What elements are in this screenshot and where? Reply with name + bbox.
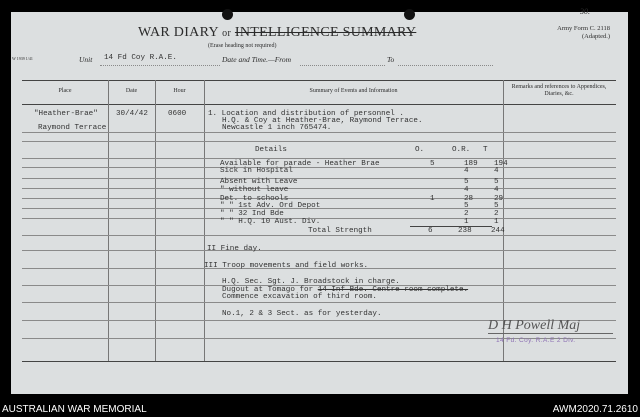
col-divider [155,80,156,361]
detail-label: " " H.Q. 10 Aust. Div. [220,218,321,226]
to-label: To [387,55,395,64]
signature-line [488,333,613,334]
officers-header: O. [415,146,425,154]
to-underline [398,65,493,66]
form-number-sub: (Adapted.) [582,33,610,40]
table-bottom-border [22,361,616,362]
footer-accession: AWM2020.71.2610 [552,404,638,415]
datetime-label: Date and Time.—From [222,55,292,64]
detail-officers: 1 [430,195,435,203]
form-number [540,25,610,41]
ruled-line [22,302,616,303]
table-header-border [22,104,616,105]
total-header: T [483,146,488,154]
detail-other-ranks: 5 [464,178,469,186]
table-top-border [22,80,616,81]
ruled-line [22,178,616,179]
title-or: or [222,28,232,39]
detail-total: 5 [494,178,499,186]
ruled-line [22,141,616,142]
summary-line: III Troop movements and field works. [204,262,369,270]
summary-line: Newcastle 1 inch 765474. [222,124,332,132]
total-label: Total Strength [308,227,372,235]
unit-value: 14 Fd Coy R.A.E. [104,54,177,62]
col-header-summary: Summary of Events and Information [309,88,398,94]
detail-officers: 5 [430,160,435,168]
unit-stamp: 14 Fd. Coy. R.A.E 2 Div. [496,337,576,344]
detail-total: 5 [494,202,499,210]
diary-title [138,25,416,41]
total-officers: 6 [428,227,433,235]
summary-line: 1. Location and distribution of personnel . [208,110,404,118]
detail-total: 2 [494,210,499,218]
detail-label: Available for parade - Heather Brae [220,160,380,168]
detail-label: Absent with Leave [220,178,298,186]
detail-total: 4 [494,167,499,175]
title-subtitle: (Erase heading not required) [208,43,277,49]
form-number-text: Army Form C. 2118 [557,25,610,32]
unit-underline [100,65,220,66]
total-rule [410,226,492,227]
detail-other-ranks: 189 [464,160,478,168]
detail-other-ranks: 2 [464,210,469,218]
entry-hour: 0600 [168,110,187,118]
detail-total: 4 [494,186,499,194]
ruled-line [22,188,616,189]
from-underline [300,65,385,66]
detail-other-ranks: 4 [464,167,469,175]
ruled-line [22,158,616,159]
detail-other-ranks: 1 [464,218,469,226]
detail-label: " " 1st Adv. Ord Depot [220,202,321,210]
place-name-2: Raymond Terrace [38,124,107,132]
summary-line: H.Q. Sec. Sgt. J. Broadstock in charge. [222,278,400,286]
ruled-line [22,250,616,251]
details-header: Details [255,146,287,154]
print-code: W 1939 1/41 [12,56,33,61]
detail-label: Sick in Hospital [220,167,293,175]
summary-line: Commence excavation of third room. [222,293,377,301]
col-header-hour: Hour [173,88,186,94]
ruled-line [22,235,616,236]
total-other-ranks: 238 [458,227,472,235]
title-main: WAR DIARY [138,25,219,40]
col-divider [204,80,205,361]
summary-line: No.1, 2 & 3 Sect. as for yesterday. [222,310,382,318]
col-header-date: Date [125,88,138,94]
detail-total: 194 [494,160,508,168]
entry-date: 30/4/42 [116,110,148,118]
place-name: "Heather-Brae" [34,110,98,118]
struck-text: 14 Inf Bde. Centre room complete. [317,286,469,294]
summary-line: H.Q. & Coy at Heather-Brae, Raymond Terrace. [222,117,423,125]
detail-label: Det. to schools [220,195,289,203]
ruled-line [22,132,616,133]
col-header-remarks: Remarks and references to Appendices, Diaries, &c. [511,84,607,97]
other-ranks-header: O.R. [452,146,471,154]
detail-total: 1 [494,218,499,226]
col-divider [108,80,109,361]
detail-total: 29 [494,195,504,203]
punch-hole [404,9,415,20]
ruled-line [22,198,616,199]
detail-label: " " 32 Ind Bde [220,210,284,218]
summary-text: Dugout at Tomago for [222,286,314,294]
detail-label: " without leave [220,186,289,194]
summary-line: II Fine day. [207,245,262,253]
col-header-place: Place [58,88,72,94]
unit-label: Unit [79,55,93,64]
detail-other-ranks: 4 [464,186,469,194]
page-number: 30. [580,7,590,16]
title-struck: INTELLIGENCE SUMMARY [234,25,417,40]
footer-credit: AUSTRALIAN WAR MEMORIAL [2,404,147,415]
detail-other-ranks: 28 [464,195,474,203]
signature: D H Powell Maj [488,318,581,333]
detail-other-ranks: 5 [464,202,469,210]
punch-hole [222,9,233,20]
total-strength: 244 [491,227,505,235]
